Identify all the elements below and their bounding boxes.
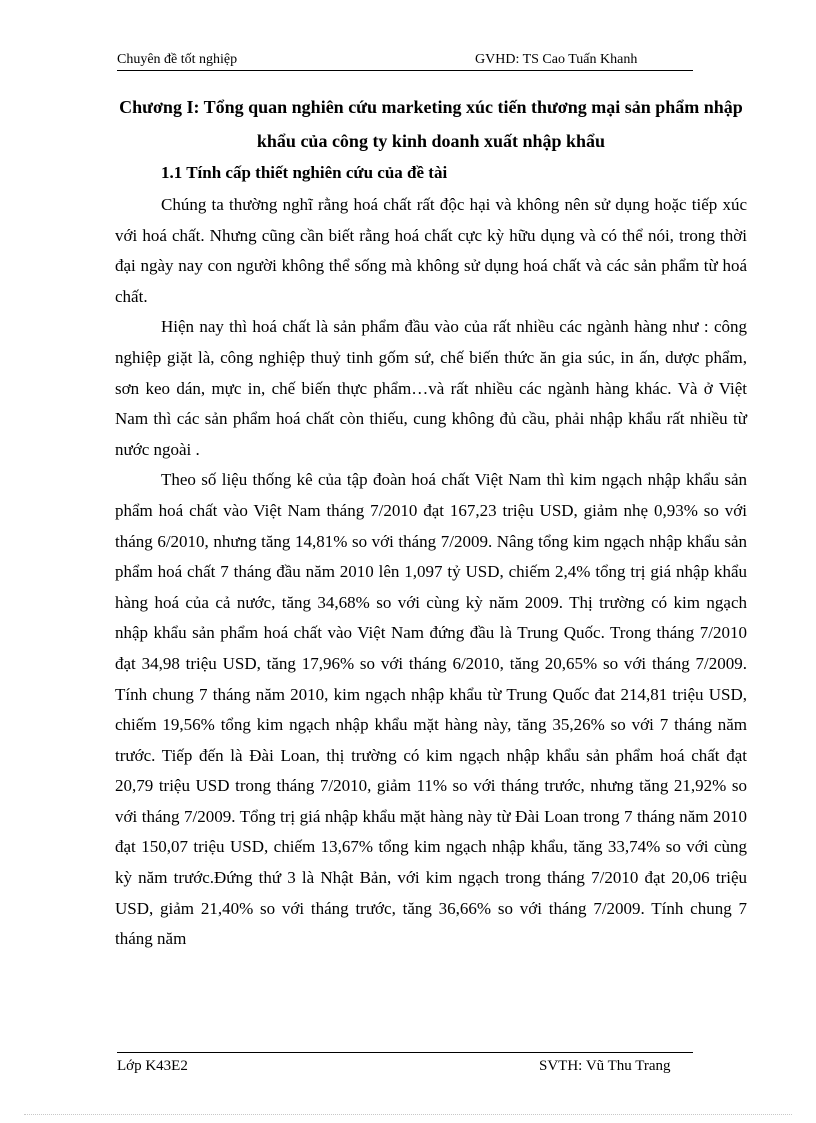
footer-divider <box>117 1052 693 1053</box>
footer-student: SVTH: Vũ Thu Trang <box>539 1058 671 1074</box>
document-body <box>115 90 747 955</box>
page-edge-divider <box>24 1114 792 1115</box>
page-footer <box>117 1056 693 1076</box>
paragraph-chemicals-intro: Chúng ta thường nghĩ rằng hoá chất rất độc hại và không nên sử dụng hoặc tiếp xúc với hoá chất. Nhưng cũng cần biết rằng hoá chất cực kỳ hữu dụng và có thể nói, trong thời đại ngày nay con người không thể sống mà không sử dụng hoá chất và các sản phẩm từ hoá chất. <box>115 195 747 306</box>
paragraph-import-statistics: Theo số liệu thống kê của tập đoàn hoá chất Việt Nam thì kim ngạch nhập khẩu sản phẩm hoá chất vào Việt Nam tháng 7/2010 đạt 167,23 triệu USD, giảm nhẹ 0,93% so với tháng 6/2010, nhưng tăng 14,81% so với tháng 7/2009. Nâng tổng kim ngạch nhập khẩu sản phẩm hoá chất 7 tháng đầu năm 2010 lên 1,097 tỷ USD, chiếm 2,4% tổng trị giá nhập khẩu hàng hoá của cả nước, tăng 34,68% so với cùng kỳ năm 2009. Thị trường có kim ngạch nhập khẩu sản phẩm hoá chất vào Việt Nam đứng đầu là Trung Quốc. Trong tháng 7/2010 đạt 34,98 triệu USD, tăng 17,96% so với tháng 6/2010, tăng 20,65% so với tháng 7/2009. Tính chung 7 tháng năm 2010, kim ngạch nhập khẩu từ Trung Quốc đat 214,81 triệu USD, chiếm 19,56% tổng kim ngạch nhập khẩu mặt hàng này, tăng 35,26% so với 7 tháng năm trước. Tiếp đến là Đài Loan, thị trường có kim ngạch nhập khẩu sản phẩm hoá chất đạt 20,79 triệu USD trong tháng 7/2010, giảm 11% so với tháng trước, nhưng tăng 21,92% so với tháng 7/2009. Tổng trị giá nhập khẩu mặt hàng này từ Đài Loan trong 7 tháng năm 2010 đạt 150,07 triệu USD, chiếm 13,67% tổng kim ngạch nhập khẩu, tăng 33,74% so với cùng kỳ năm trước.Đứng thứ 3 là Nhật Bản, với kim ngạch trong tháng 7/2010 đạt 20,06 triệu USD, giảm 21,40% so với tháng trước, tăng 36,66% so với tháng 7/2009. Tính chung 7 tháng năm <box>115 470 747 949</box>
header-document-type: Chuyên đề tốt nghiệp <box>117 52 238 67</box>
chapter-title: Chương I: Tổng quan nghiên cứu marketing xúc tiến thương mại sản phẩm nhập khẩu của công ty kinh doanh xuất nhập khẩu <box>119 97 743 151</box>
page-header <box>117 50 693 71</box>
paragraph-industries: Hiện nay thì hoá chất là sản phẩm đầu vào của rất nhiều các ngành hàng như : công nghiệp giặt là, công nghiệp thuỷ tinh gốm sứ, chế biến thức ăn gia súc, in ấn, dược phẩm, sơn keo dán, mực in, chế biến thực phẩm…và rất nhiều các ngành hàng khác. Và ở Việt Nam thì các sản phẩm hoá chất còn thiếu, cung không đủ cầu, phải nhập khẩu rất nhiều từ nước ngoài . <box>115 317 747 459</box>
section-title: 1.1 Tính cấp thiết nghiên cứu của đề tài <box>161 163 448 182</box>
footer-class: Lớp K43E2 <box>117 1058 188 1074</box>
header-supervisor: GVHD: TS Cao Tuấn Khanh <box>475 52 638 67</box>
